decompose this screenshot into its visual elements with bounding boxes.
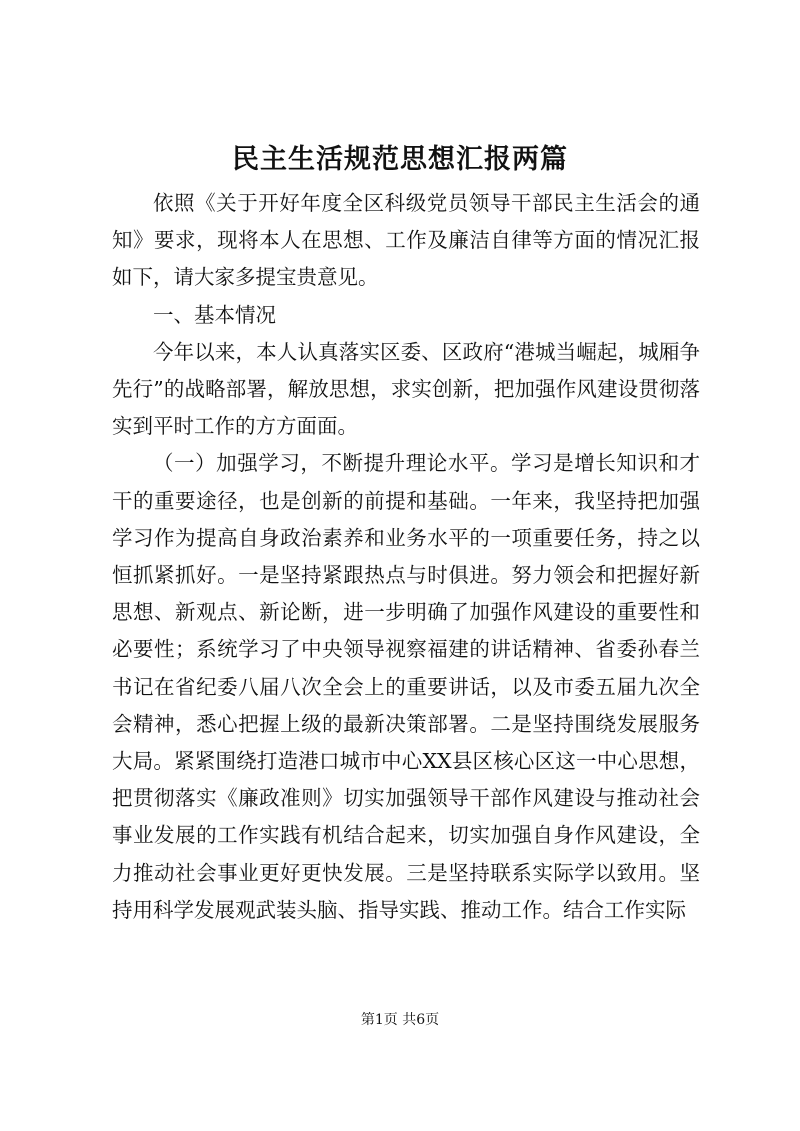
page-footer: 第1页 共6页	[360, 1012, 440, 1028]
paragraph-study: （一）加强学习，不断提升理论水平。学习是增长知识和才干的重要途径，也是创新的前提和基础。一年来，我坚持把加强学习作为提高自身政治素养和业务水平的一项重要任务，持之以恒抓紧抓好。一是坚持紧跟热点与时俱进。努力领会和把握好新思想、新观点、新论断，进一步明确了加强作风建设的重要性和必要性；系统学习了中央领导视察福建的讲话精神、省委孙春兰书记在省纪委八届八次全会上的重要讲话，以及市委五届九次全会精神，悉心把握上级的最新决策部署。二是坚持围绕发展服务大局。紧紧围绕打造港口城市中心XX县区核心区这一中心思想，把贯彻落实《廉政准则》切实加强领导干部作风建设与推动社会事业发展的工作实践有机结合起来，切实加强自身作风建设，全力推动社会事业更好更快发展。三是坚持联系实际学以致用。坚持用科学发展观武装头脑、指导实践、推动工作。结合工作实际	[112, 451, 700, 922]
document-body	[112, 185, 700, 929]
paragraph-overview: 今年以来，本人认真落实区委、区政府“港城当崛起，城厢争先行”的战略部署，解放思想，求实创新，把加强作风建设贯彻落实到平时工作的方方面面。	[112, 339, 700, 439]
document-title: 民主生活规范思想汇报两篇	[232, 144, 568, 175]
section-heading: 一、基本情况	[153, 302, 276, 327]
paragraph-intro: 依照《关于开好年度全区科级党员领导干部民主生活会的通知》要求，现将本人在思想、工作及廉洁自律等方面的情况汇报如下，请大家多提宝贵意见。	[112, 191, 700, 290]
